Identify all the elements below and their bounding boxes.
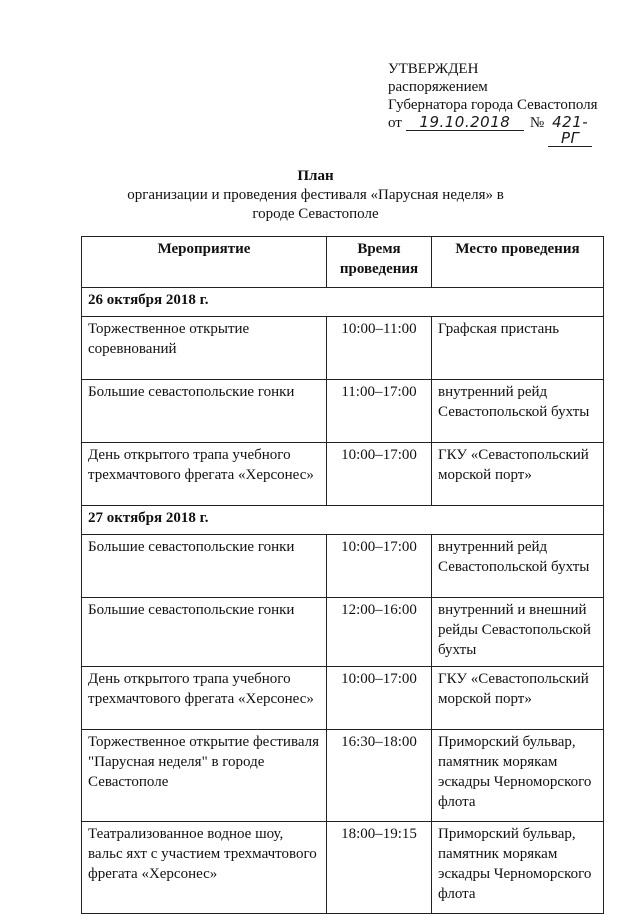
document-title: План: [297, 168, 334, 184]
place-cell: Приморский бульвар, памятник морякам эскадры Черноморского флота: [432, 822, 604, 914]
approval-line-2: Губернатора города Севастополя: [388, 97, 598, 113]
event-cell: День открытого трапа учебного трехмачтового фрегата «Херсонес»: [82, 443, 327, 506]
time-cell: 10:00–11:00: [327, 317, 432, 380]
document-subtitle: организации и проведения фестиваля «Парусная неделя» в городе Севастополе: [127, 187, 504, 222]
place-cell: внутренний рейд Севастопольской бухты: [432, 535, 604, 598]
table-row: [82, 443, 604, 506]
table-header-row: [82, 237, 604, 288]
table-row: [82, 730, 604, 822]
header-event: Мероприятие: [82, 237, 327, 288]
table-row: [82, 822, 604, 914]
event-cell: Большие севастопольские гонки: [82, 598, 327, 667]
place-cell: Графская пристань: [432, 317, 604, 380]
event-cell: Торжественное открытие фестиваля "Парусная неделя" в городе Севастополе: [82, 730, 327, 822]
approval-signature-row: [388, 114, 598, 147]
table-row: [82, 598, 604, 667]
time-cell: 12:00–16:00: [327, 598, 432, 667]
handwritten-number: 421-РГ: [548, 114, 592, 147]
date-row: [82, 506, 604, 535]
place-cell: внутренний и внешний рейды Севастопольской бухты: [432, 598, 604, 667]
time-cell: 10:00–17:00: [327, 667, 432, 730]
table-row: [82, 535, 604, 598]
number-label: №: [529, 115, 545, 131]
document-heading: [0, 167, 631, 224]
event-cell: Театрализованное водное шоу, вальс яхт с участием трехмачтового фрегата «Херсонес»: [82, 822, 327, 914]
time-cell: 18:00–19:15: [327, 822, 432, 914]
place-cell: внутренний рейд Севастопольской бухты: [432, 380, 604, 443]
approval-block: [388, 60, 598, 147]
table-row: [82, 317, 604, 380]
date-cell: 27 октября 2018 г.: [82, 506, 604, 535]
plan-table: [81, 236, 604, 914]
time-cell: 11:00–17:00: [327, 380, 432, 443]
time-cell: 16:30–18:00: [327, 730, 432, 822]
place-cell: ГКУ «Севастопольский морской порт»: [432, 667, 604, 730]
header-place: Место проведения: [432, 237, 604, 288]
table-row: [82, 380, 604, 443]
place-cell: ГКУ «Севастопольский морской порт»: [432, 443, 604, 506]
event-cell: День открытого трапа учебного трехмачтового фрегата «Херсонес»: [82, 667, 327, 730]
handwritten-date: 19.10.2018: [406, 114, 524, 131]
from-label: от: [388, 115, 402, 131]
time-cell: 10:00–17:00: [327, 535, 432, 598]
event-cell: Большие севастопольские гонки: [82, 380, 327, 443]
event-cell: Торжественное открытие соревнований: [82, 317, 327, 380]
time-cell: 10:00–17:00: [327, 443, 432, 506]
place-cell: Приморский бульвар, памятник морякам эскадры Черноморского флота: [432, 730, 604, 822]
table-row: [82, 667, 604, 730]
date-cell: 26 октября 2018 г.: [82, 288, 604, 317]
approval-line-1: распоряжением: [388, 79, 488, 95]
header-time: Время проведения: [327, 237, 432, 288]
approval-title: УТВЕРЖДЕН: [388, 61, 479, 77]
date-row: [82, 288, 604, 317]
event-cell: Большие севастопольские гонки: [82, 535, 327, 598]
